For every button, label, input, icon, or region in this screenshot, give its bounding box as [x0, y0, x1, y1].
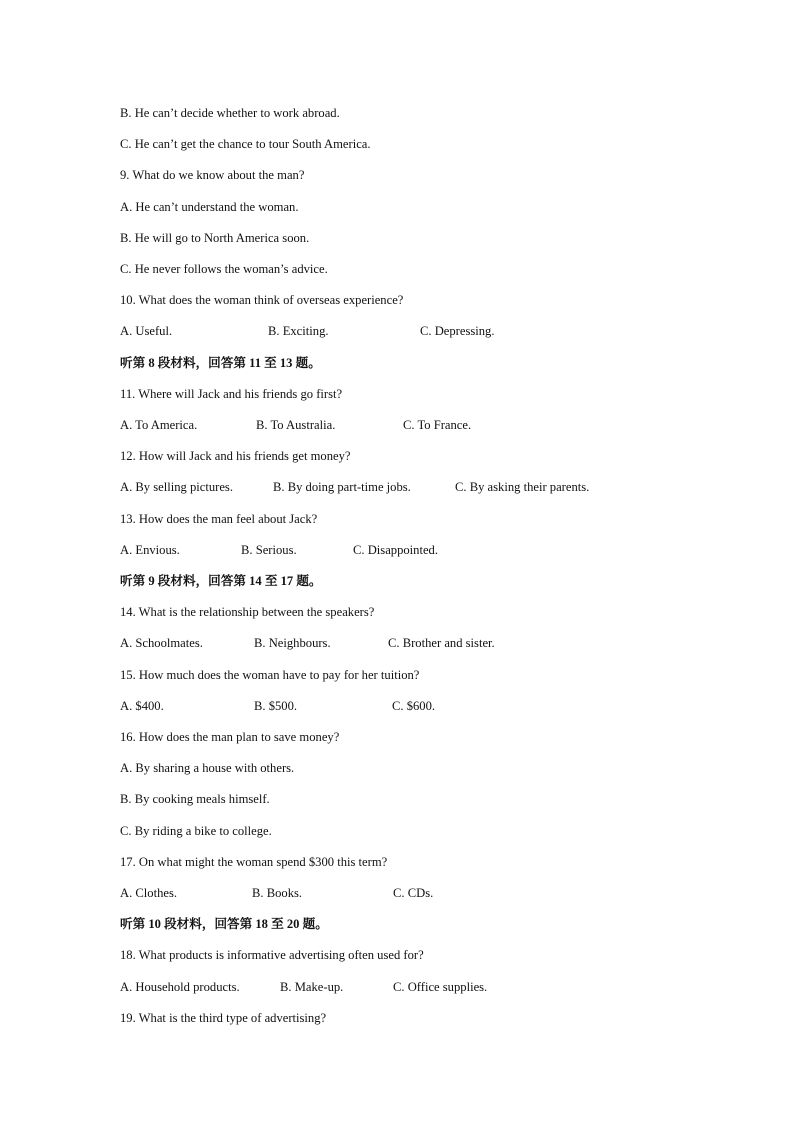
question-text: 10. What does the woman think of overseas experience?	[120, 293, 404, 308]
answer-option: A. By selling pictures.	[120, 480, 233, 495]
answer-option: B. By cooking meals himself.	[120, 792, 270, 807]
answer-option: A. $400.	[120, 698, 164, 713]
answer-option: C. He can’t get the chance to tour South America.	[120, 137, 371, 152]
answer-option: C. By asking their parents.	[455, 480, 590, 495]
question-text: 19. What is the third type of advertising?	[120, 1010, 327, 1025]
answer-option: B. Neighbours.	[254, 636, 331, 651]
answer-option: A. Useful.	[120, 324, 173, 339]
answer-option: C. To France.	[403, 418, 472, 432]
section-heading: 听第 8 段材料，回答第 11 至 13 题。	[120, 355, 321, 370]
answer-option: C. By riding a bike to college.	[120, 823, 272, 838]
question-text: 13. How does the man feel about Jack?	[120, 511, 318, 526]
question-text: 17. On what might the woman spend $300 this term?	[120, 854, 388, 869]
answer-option: B. He will go to North America soon.	[120, 230, 310, 245]
answer-option: C. $600.	[392, 698, 436, 713]
answer-option: B. Books.	[252, 886, 303, 900]
answer-option: A. To America.	[120, 418, 198, 432]
answer-option: C. Depressing.	[420, 324, 495, 339]
answer-option: A. Household products.	[120, 979, 240, 994]
answer-option: A. He can’t understand the woman.	[120, 199, 299, 214]
question-text: 11. Where will Jack and his friends go first?	[120, 386, 343, 401]
answer-option: A. By sharing a house with others.	[120, 761, 295, 776]
answer-option: A. Envious.	[120, 542, 180, 557]
answer-option: C. Brother and sister.	[388, 636, 495, 651]
answer-option: A. Clothes.	[120, 886, 178, 900]
answer-option: A. Schoolmates.	[120, 636, 203, 651]
answer-option: C. Disappointed.	[353, 542, 439, 557]
answer-option: B. Make-up.	[280, 979, 344, 994]
answer-option: B. By doing part-time jobs.	[273, 480, 411, 495]
answer-option: B. He can’t decide whether to work abroad.	[120, 106, 340, 120]
answer-option: B. Serious.	[241, 542, 297, 557]
answer-option: C. Office supplies.	[393, 979, 488, 994]
question-text: 16. How does the man plan to save money?	[120, 730, 340, 744]
question-text: 9. What do we know about the man?	[120, 168, 305, 183]
answer-option: C. He never follows the woman’s advice.	[120, 262, 328, 276]
section-heading: 听第 10 段材料，回答第 18 至 20 题。	[120, 917, 328, 932]
answer-option: B. Exciting.	[268, 324, 329, 339]
question-text: 15. How much does the woman have to pay for her tuition?	[120, 667, 420, 682]
question-text: 18. What products is informative advertising often used for?	[120, 948, 424, 963]
answer-option: B. $500.	[254, 698, 298, 713]
section-heading: 听第 9 段材料，回答第 14 至 17 题。	[120, 574, 322, 588]
answer-option: C. CDs.	[393, 886, 434, 900]
question-text: 14. What is the relationship between the speakers?	[120, 605, 375, 620]
question-text: 12. How will Jack and his friends get money?	[120, 449, 351, 464]
answer-option: B. To Australia.	[256, 418, 336, 432]
